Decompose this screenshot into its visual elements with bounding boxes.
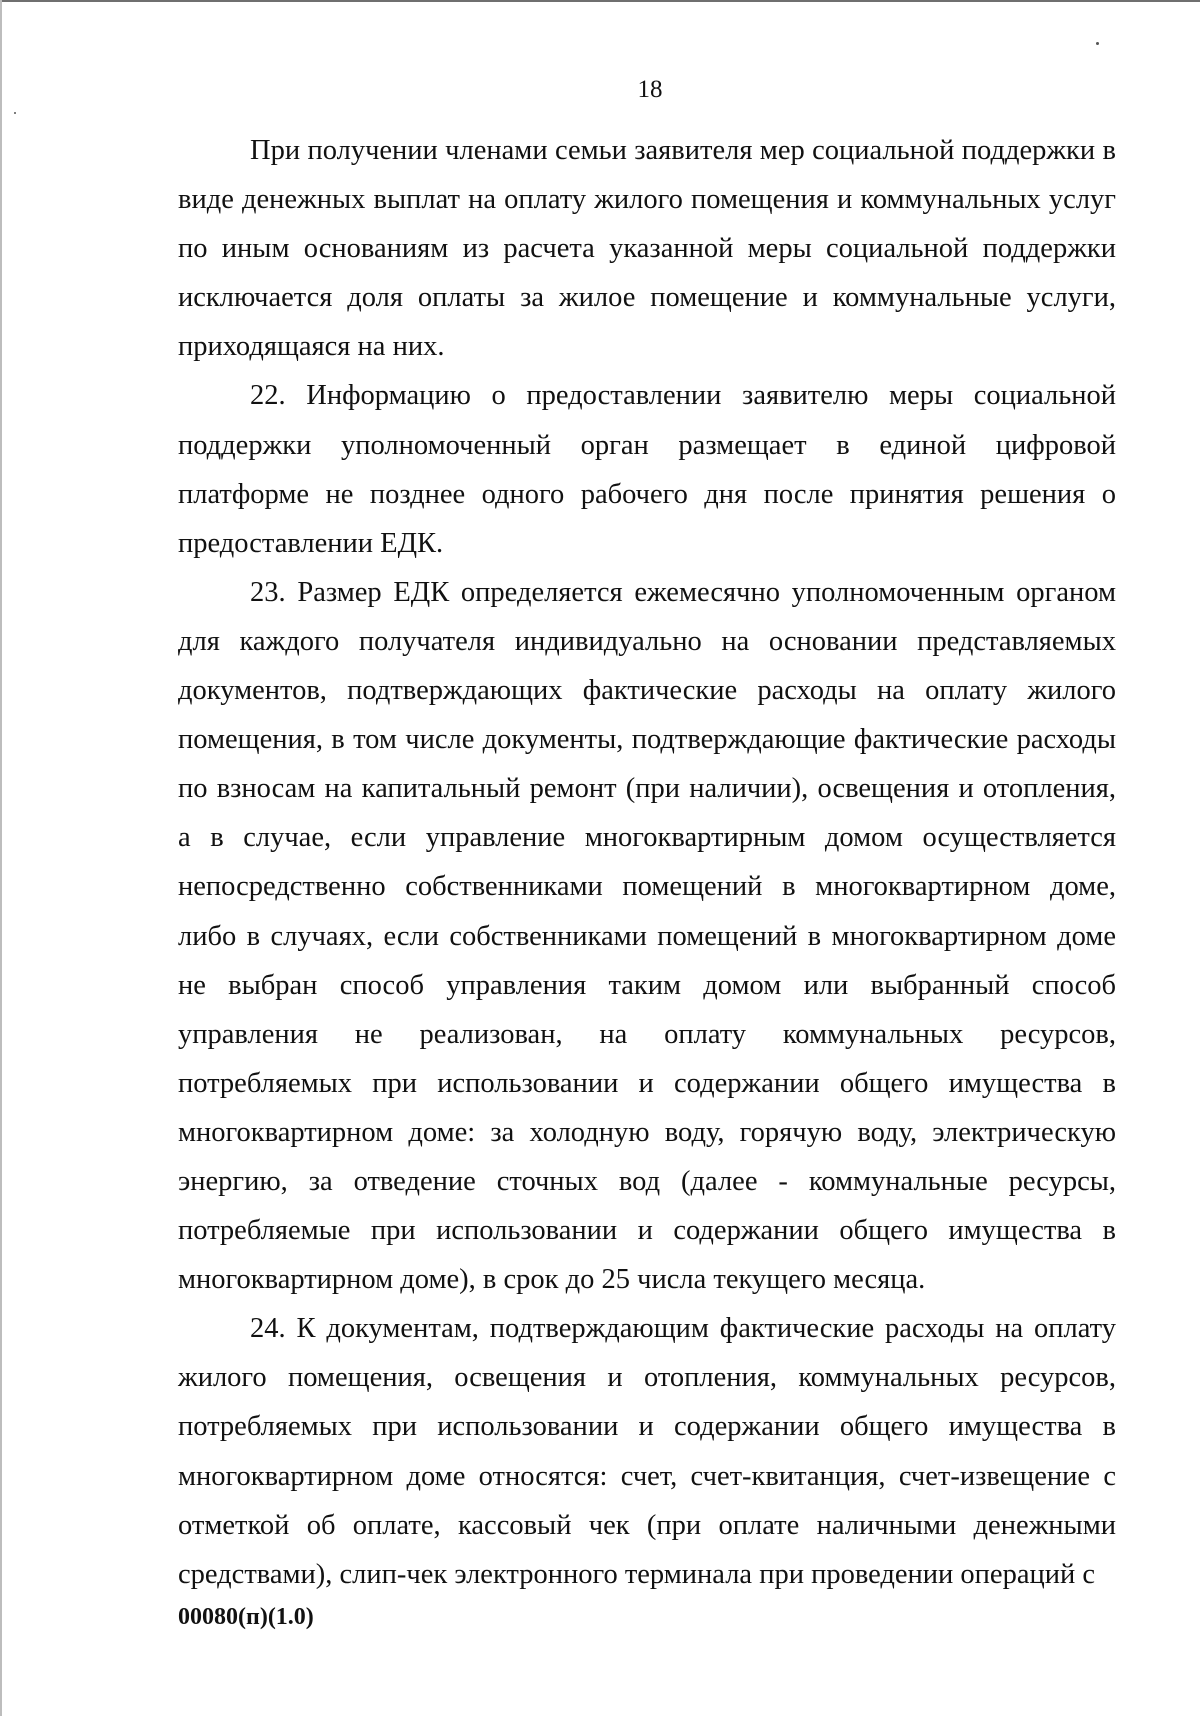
scan-edge-left [0, 0, 2, 1716]
document-code: 00080(п)(1.0) [178, 1604, 314, 1630]
paragraph-family-support: При получении членами семьи заявителя мер социальной поддержки в виде денежных выплат на оплату жилого помещения и коммунальных услуг по иным основаниям из расчета указанной меры социальной поддержки исключается доля оплаты за жилое помещение и коммунальные услуги, приходящаяся на них. [178, 135, 1116, 363]
scan-edge-top [0, 0, 1200, 2]
page-number: 18 [637, 76, 663, 103]
paragraph-24: 24. К документам, подтверждающим фактические расходы на оплату жилого помещения, освещения и отопления, коммунальных ресурсов, потребляемых при использовании и содержании общего имущества в многоквартирном доме относятся: счет, счет-квитанция, счет-извещение с отметкой об оплате, кассовый чек (при оплате наличными денежными средствами), слип-чек электронного терминала при проведении операций с [178, 1313, 1116, 1590]
scan-speck [14, 112, 16, 114]
document-body [178, 126, 1116, 1599]
paragraph-22: 22. Информацию о предоставлении заявителю меры социальной поддержки уполномоченный орган размещает в единой цифровой платформе не позднее одного рабочего дня после принятия решения о предоставлении ЕДК. [178, 380, 1116, 559]
paragraph-23: 23. Размер ЕДК определяется ежемесячно уполномоченным органом для каждого получателя индивидуально на основании представляемых документов, подтверждающих фактические расходы на оплату жилого помещения, в том числе документы, подтверждающие фактические расходы по взносам на капитальный ремонт (при наличии), освещения и отопления, а в случае, если управление многоквартирным домом осуществляется непосредственно собственниками помещений в многоквартирном доме, либо в случаях, если собственниками помещений в многоквартирном доме не выбран способ управления таким домом или выбранный способ управления не реализован, на оплату коммунальных ресурсов, потребляемых при использовании и содержании общего имущества в многоквартирном доме: за холодную воду, горячую воду, электрическую энергию, за отведение сточных вод (далее - коммунальные ресурсы, потребляемые при использовании и содержании общего имущества в многоквартирном доме), в срок до 25 числа текущего месяца. [178, 576, 1116, 1296]
scan-speck [1096, 42, 1099, 45]
